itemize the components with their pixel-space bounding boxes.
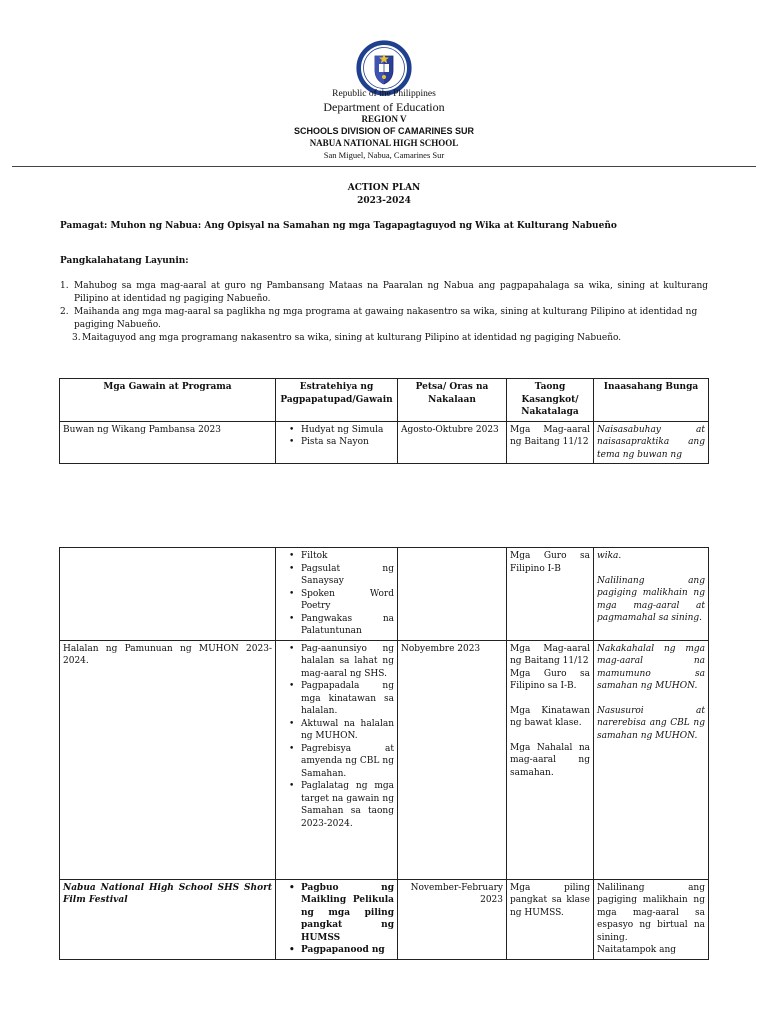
table-row <box>60 640 709 879</box>
cell-gawain: Buwan ng Wikang Pambansa 2023 <box>60 421 276 464</box>
department-line: Department of Education <box>323 100 445 114</box>
objective-item: 3. Maitaguyod ang mga programang nakasentro sa wika, sining at kulturang Pilipino at identidad ng pagiging Nabueño. <box>72 333 622 343</box>
school-address: San Miguel, Nabua, Camarines Sur <box>323 150 445 160</box>
table-row <box>60 421 709 464</box>
cell-petsa: Agosto-Oktubre 2023 <box>398 421 507 464</box>
cell-petsa: November-February 2023 <box>398 879 507 959</box>
col-header-petsa: Petsa/ Oras na Nakalaan <box>398 379 507 422</box>
cell-bunga: Nakakahalal ng mga mag-aaral na mamumuno sa samahan ng MUHON. Nasusuroi at narerebisa ang CBL ng samahan ng MUHON. <box>594 640 709 879</box>
division-line: SCHOOLS DIVISION OF CAMARINES SUR <box>293 126 474 136</box>
cell-bunga: wika. Nalilinang ang pagiging malikhain ng mga mag-aaral at pagmamahal sa sining. <box>594 548 709 641</box>
table-row <box>60 879 709 959</box>
strategy-item: • Pangwakas na Palatuntunan <box>301 613 394 638</box>
cell-taong: Mga Mag-aaral ng Baitang 11/12 Mga Guro sa Filipino sa I-B. Mga Kinatawan ng bawat klase. Mga Nahalal na mag-aaral ng samahan. <box>507 640 594 879</box>
col-header-estratehiya: Estratehiya ng Pagpapatupad/Gawain <box>276 379 398 422</box>
cell-estratehiya <box>276 879 398 959</box>
cell-taong: Mga piling pangkat sa klase ng HUMSS. <box>507 879 594 959</box>
table-header-row <box>60 379 709 422</box>
strategy-item: • Spoken Word Poetry <box>301 588 394 613</box>
objective-item-continuation: pagiging Nabueño. <box>74 320 161 330</box>
strategy-item: • Pagpapanood ng <box>301 944 394 957</box>
cell-petsa <box>398 548 507 641</box>
strategy-item: • Hudyat ng Simula <box>301 424 394 437</box>
strategy-item: • Pag-aanunsiyo ng halalan sa lahat ng mag-aaral ng SHS. <box>301 643 394 681</box>
strategy-item: • Pagrebisya at amyenda ng CBL ng Samahan. <box>301 743 394 781</box>
strategy-item: • Aktuwal na halalan ng MUHON. <box>301 718 394 743</box>
cell-estratehiya <box>276 640 398 879</box>
strategy-item: • Pista sa Nayon <box>301 436 394 449</box>
cell-petsa: Nobyembre 2023 <box>398 640 507 879</box>
header-divider <box>12 166 756 167</box>
republic-line: Republic of the Philippines <box>332 89 436 99</box>
cell-bunga: Naisasabuhay at naisasapraktika ang tema ng buwan ng <box>594 421 709 464</box>
school-name: NABUA NATIONAL HIGH SCHOOL <box>309 138 459 148</box>
cell-gawain: Halalan ng Pamunuan ng MUHON 2023-2024. <box>60 640 276 879</box>
document-title: ACTION PLAN <box>347 183 421 193</box>
cell-estratehiya <box>276 548 398 641</box>
layunin-heading: Pangkalahatang Layunin: <box>60 256 189 266</box>
cell-taong: Mga Guro sa Filipino I-B <box>507 548 594 641</box>
document-year: 2023-2024 <box>357 196 411 206</box>
cell-taong: Mga Mag-aaral ng Baitang 11/12 <box>507 421 594 464</box>
table-row <box>60 548 709 641</box>
cell-gawain: Nabua National High School SHS Short Film Festival <box>60 879 276 959</box>
objective-item: 1. Mahubog sa mga mag-aaral at guro ng Pambansang Mataas na Paaralan ng Nabua ang pagpapahalaga sa wika, sining at kulturang Pilipino at identidad ng pagiging Nabueño. <box>60 281 708 304</box>
deped-seal-logo <box>356 40 412 96</box>
action-plan-table-part2 <box>59 547 709 960</box>
cell-gawain <box>60 548 276 641</box>
col-header-gawain: Mga Gawain at Programa <box>60 379 276 422</box>
strategy-item: • Pagbuo ng Maikling Pelikula ng mga piling pangkat ng HUMSS <box>301 882 394 945</box>
col-header-taong: Taong Kasangkot/ Nakatalaga <box>507 379 594 422</box>
region-line: REGION V <box>361 114 407 124</box>
pamagat-line: Pamagat: Muhon ng Nabua: Ang Opisyal na Samahan ng mga Tagapagtaguyod ng Wika at Kulturang Nabueño <box>60 221 617 231</box>
strategy-item: • Paglalatag ng mga target na gawain ng Samahan sa taong 2023-2024. <box>301 780 394 830</box>
objective-item: 2. Maihanda ang mga mag-aaral sa paglikha ng mga programa at gawaing nakasentro sa wika, sining at kulturang Pilipino at identidad ng <box>60 307 698 317</box>
col-header-bunga: Inaasahang Bunga <box>594 379 709 422</box>
cell-estratehiya <box>276 421 398 464</box>
strategy-item: • Pagpapadala ng mga kinatawan sa halalan. <box>301 680 394 718</box>
action-plan-table-part1 <box>59 378 709 464</box>
strategy-item: • Pagsulat ng Sanaysay <box>301 563 394 588</box>
cell-bunga: Nalilinang ang pagiging malikhain ng mga mag-aaral sa espasyo ng birtual na sining. Naitatampok ang <box>594 879 709 959</box>
strategy-item: • Filtok <box>301 550 394 563</box>
objectives-list <box>60 280 708 345</box>
